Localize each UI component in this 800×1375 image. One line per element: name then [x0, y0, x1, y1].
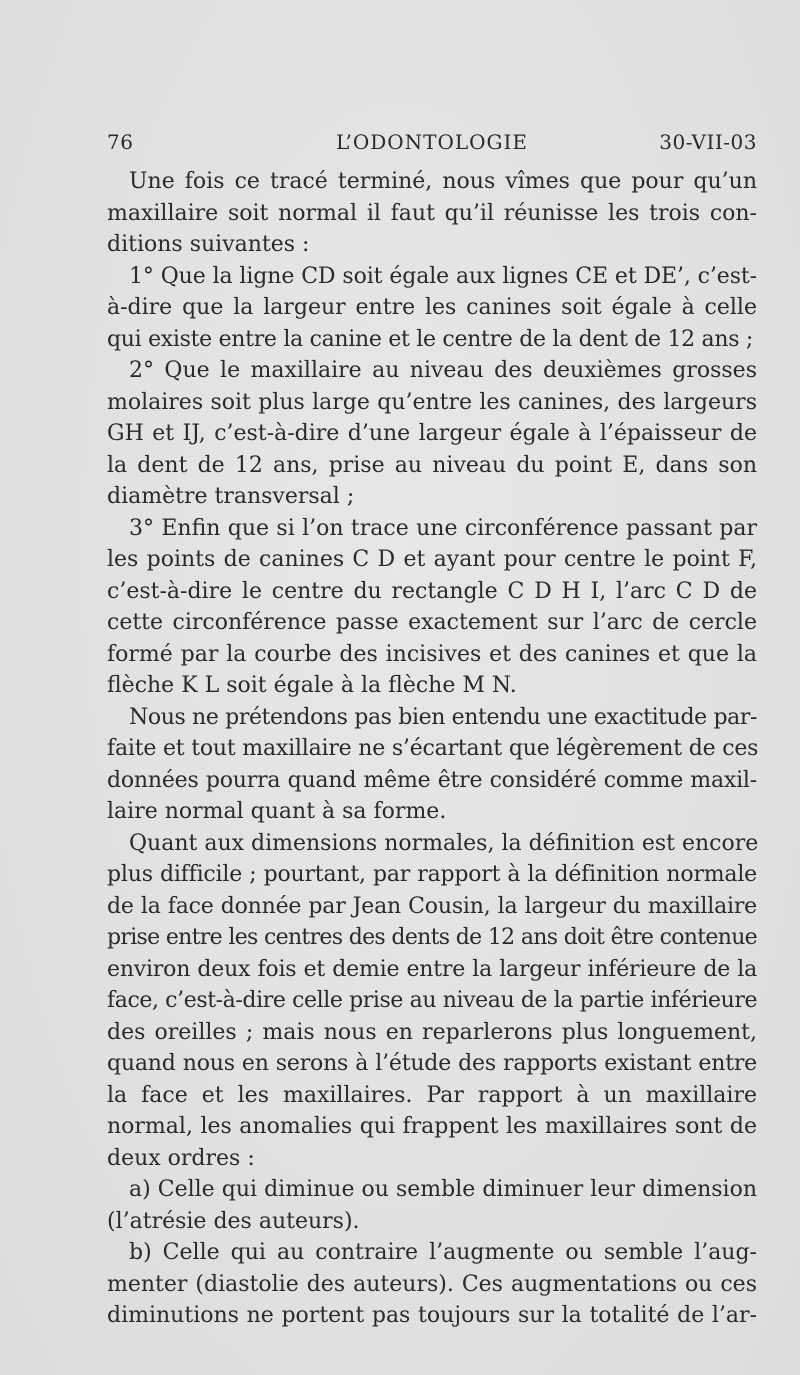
text-line: Une fois ce tracé terminé, nous vîmes que pour qu’un [129, 169, 757, 194]
page-number: 76 [107, 130, 134, 154]
text-line: 3° Enfin que si l’on trace une circonférence passant par [129, 515, 757, 541]
text-line: formé par la courbe des incisives et des canines et que la [107, 641, 757, 667]
text-line: normal, les anomalies qui frappent les maxillaires sont de [107, 1114, 757, 1139]
text-line: données pourra quand même être considéré comme maxil- [107, 767, 757, 793]
running-header [107, 130, 757, 160]
text-line: a) Celle qui diminue ou semble diminuer leur dimension [129, 1177, 757, 1202]
text-line: prise entre les centres des dents de 12 ans doit être contenue [107, 925, 757, 950]
text-line: la face et les maxillaires. Par rapport à un maxillaire [107, 1082, 757, 1108]
text-line: flèche K L soit égale à la flèche M N. [107, 673, 517, 698]
journal-title: L’ODONTOLOGIE [335, 130, 529, 154]
text-line: quand nous en serons à l’étude des rapports existant entre [107, 1051, 757, 1076]
text-line: maxillaire soit normal il faut qu’il réunisse les trois con- [107, 200, 757, 226]
text-line: ditions suivantes : [107, 232, 310, 257]
text-line: 1° Que la ligne CD soit égale aux lignes CE et DE’, c’est- [129, 263, 757, 289]
text-line: c’est-à-dire le centre du rectangle C D H I, l’arc C D de [107, 578, 757, 604]
text-line: face, c’est-à-dire celle prise au niveau de la partie inférieure [107, 988, 758, 1013]
text-line: à-dire que la largeur entre les canines soit égale à celle [107, 295, 757, 320]
text-line: diamètre transversal ; [107, 484, 355, 509]
text-line: diminutions ne portent pas toujours sur la totalité de l’ar- [107, 1303, 757, 1328]
text-line: de la face donnée par Jean Cousin, la largeur du maxillaire [107, 893, 757, 919]
text-line: laire normal quant à sa forme. [107, 799, 447, 824]
text-line: la dent de 12 ans, prise au niveau du point E, dans son [107, 452, 757, 478]
text-line: des oreilles ; mais nous en reparlerons plus longuement, [107, 1019, 757, 1045]
text-line: faite et tout maxillaire ne s’écartant que légèrement de ces [107, 736, 759, 761]
text-line: Quant aux dimensions normales, la définition est encore [129, 830, 759, 856]
issue-date: 30-VII-03 [659, 130, 757, 154]
text-line: GH et IJ, c’est-à-dire d’une largeur égale à l’épaisseur de [107, 421, 757, 446]
text-line: Nous ne prétendons pas bien entendu une exactitude par- [129, 704, 757, 730]
text-line: deux ordres : [107, 1145, 255, 1171]
body-text [107, 166, 757, 1332]
text-line: plus difficile ; pourtant, par rapport à la définition normale [107, 862, 757, 887]
text-line: cette circonférence passe exactement sur l’arc de cercle [107, 610, 757, 635]
text-line: b) Celle qui au contraire l’augmente ou semble l’aug- [129, 1240, 757, 1265]
text-line: (l’atrésie des auteurs). [107, 1208, 360, 1234]
text-line: qui existe entre la canine et le centre de la dent de 12 ans ; [107, 326, 754, 352]
text-line: menter (diastolie des auteurs). Ces augmentations ou ces [107, 1271, 757, 1297]
text-line: molaires soit plus large qu’entre les canines, des largeurs [107, 389, 757, 415]
text-line: 2° Que le maxillaire au niveau des deuxièmes grosses [129, 358, 757, 383]
text-line: les points de canines C D et ayant pour centre le point F, [107, 547, 757, 572]
text-line: environ deux fois et demie entre la largeur inférieure de la [107, 956, 757, 982]
